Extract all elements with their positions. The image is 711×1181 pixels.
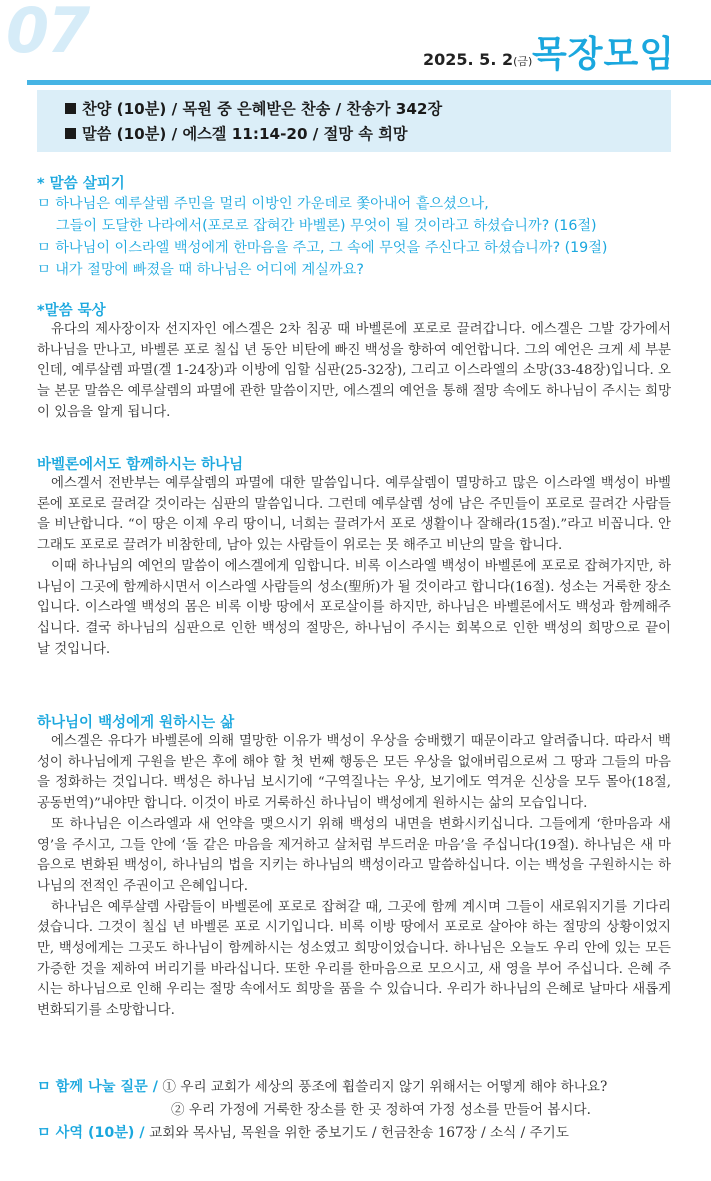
word-line — [65, 123, 408, 144]
praise-text: 찬양 (10분) / 목원 중 은혜받은 찬송 / 찬송가 342장 — [82, 100, 443, 118]
section2-paragraph-2: 또 하나님은 이스라엘과 새 언약을 맺으시기 위해 백성의 내면을 변화시키십니다. 그들에게 ‘한마음과 새 영’을 주시고, 그들 안에 ‘돌 같은 마음을 제거하고 살처럼 부드러운 마음’을 주십니다(19절). 하나님은 새 마음으로 변화된 백성이, 하나님의 법을 지키는 하나님의 백성이라고 말씀하십니다. 이는 백성을 구원하시는 하나님의 전적인 주권이고 은혜입니다. — [37, 816, 671, 894]
mission-line — [37, 1121, 569, 1142]
schedule-box — [37, 90, 671, 152]
page-title: 목장모임 — [532, 34, 676, 75]
share-label: ㅁ 함께 나눌 질문 / — [37, 1079, 158, 1095]
section2-heading: 하나님이 백성에게 원하시는 삶 — [37, 715, 235, 731]
question-3: ㅁ 내가 절망에 빠졌을 때 하나님은 어디에 계실까요? — [37, 262, 364, 278]
word-text: 말씀 (10분) / 에스겔 11:14-20 / 절망 속 희망 — [82, 125, 408, 143]
section1-body — [37, 474, 671, 660]
mission-label: ㅁ 사역 (10분) / — [37, 1125, 145, 1141]
meditation-heading: *말씀 묵상 — [37, 303, 106, 319]
question-1a: ㅁ 하나님은 예루살렘 주민을 멀리 이방인 가운데로 쫓아내어 흩으셨으나, — [37, 196, 489, 212]
look-heading: * 말씀 살피기 — [37, 176, 125, 192]
share-question-2: ② 우리 가정에 거룩한 장소를 한 곳 정하여 가정 성소를 만들어 봅시다. — [171, 1102, 591, 1118]
date-value: 2025. 5. 2 — [423, 50, 514, 69]
share-questions — [37, 1075, 607, 1096]
share-question-1: ① 우리 교회가 세상의 풍조에 휩쓸리지 않기 위해서는 어떻게 해야 하나요? — [162, 1079, 608, 1095]
header-divider — [27, 80, 711, 85]
square-bullet-icon — [65, 128, 76, 139]
meditation-paragraph: 유다의 제사장이자 선지자인 에스겔은 2차 침공 때 바벨론에 포로로 끌려갑니다. 에스겔은 그발 강가에서 하나님을 만나고, 바벨론 포로 칠십 년 동안 비탄에 빠진 백성을 향하여 예언합니다. 그의 예언은 크게 세 부분인데, 예루살렘 파멸(겔 1-24장)과 이방에 임할 심판(25-32장), 그리고 이스라엘의 소망(33-48장)입니다. 오늘 본문 말씀은 예루살렘의 파멸에 관한 말씀이지만, 에스겔의 예언을 통해 절망 속에도 하나님이 주시는 희망이 있음을 알게 됩니다. — [37, 322, 671, 420]
section1-paragraph-1: 에스겔서 전반부는 예루살렘의 파멸에 대한 말씀입니다. 예루살렘이 멸망하고 많은 이스라엘 백성이 바벨론에 포로로 끌려갈 것이라는 심판의 말씀입니다. 그런데 예루살렘 성에 남은 주민들이 포로로 끌려간 사람들을 비난합니다. “이 땅은 이제 우리 땅이니, 너희는 끌려가서 포로 생활이나 잘해라(15절).”라고 비꼽니다. 안 그래도 포로로 끌려가 비참한데, 남아 있는 사람들이 위로는 못 해주고 비난의 말을 합니다. — [37, 476, 671, 554]
square-bullet-icon — [65, 103, 76, 114]
section1-heading: 바벨론에서도 함께하시는 하나님 — [37, 457, 244, 473]
question-2: ㅁ 하나님이 이스라엘 백성에게 한마음을 주고, 그 속에 무엇을 주신다고 하셨습니까? (19절) — [37, 240, 608, 256]
share-question-2-line — [171, 1098, 591, 1118]
mission-text: 교회와 목사님, 목원을 위한 중보기도 / 헌금찬송 167장 / 소식 / 주기도 — [149, 1125, 569, 1141]
meditation-body — [37, 320, 671, 424]
section2-paragraph-1: 에스겔은 유다가 바벨론에 의해 멸망한 이유가 백성이 우상을 숭배했기 때문이라고 알려줍니다. 따라서 백성이 하나님에게 구원을 받은 후에 해야 할 첫 번째 행동은 모든 우상을 없애버림으로써 그 땅과 그들의 마음을 정화하는 것입니다. 백성은 하나님 보시기에 “구역질나는 우상, 보기에도 역겨운 신상을 모두 몰아(18절, 공동번역)”내야만 합니다. 이것이 바로 거룩하신 하나님이 백성에게 원하시는 삶의 모습입니다. — [37, 734, 671, 812]
section1-paragraph-2: 이때 하나님의 예언의 말씀이 에스겔에게 임합니다. 비록 이스라엘 백성이 바벨론에 포로로 잡혀가지만, 하나님이 그곳에 함께하시면서 이스라엘 사람들의 성소(聖所)가 될 것이라고 합니다(16절). 성소는 거룩한 장소입니다. 이스라엘 백성의 몸은 비록 이방 땅에서 포로살이를 하지만, 하나님은 바벨론에서도 백성과 함께해주십니다. 결국 하나님의 심판으로 인한 백성의 절망은, 하나님이 주시는 회복으로 인한 백성의 희망으로 끝이 날 것입니다. — [37, 558, 671, 657]
praise-line — [65, 98, 442, 119]
section2-body — [37, 732, 671, 1022]
page-number: 07 — [6, 0, 89, 67]
meeting-date — [423, 50, 532, 69]
question-1b: 그들이 도달한 나라에서(포로로 잡혀간 바벨론) 무엇이 될 것이라고 하셨습니까? (16절) — [56, 218, 597, 234]
section2-paragraph-3: 하나님은 예루살렘 사람들이 바벨론에 포로로 잡혀갈 때, 그곳에 함께 계시며 그들이 새로워지기를 기다리셨습니다. 그것이 칠십 년 바벨론 포로 시기입니다. 비록 이방 땅에서 포로로 살아야 하는 절망의 상황이었지만, 백성에게는 그곳도 하나님이 함께하시는 성소였고 희망이었습니다. 하나님은 오늘도 우리 안에 있는 모든 가증한 것을 제하여 버리기를 바라십니다. 또한 우리를 한마음으로 모으시고, 새 영을 부어 주십니다. 은혜 주시는 하나님으로 인해 우리는 절망 속에서도 희망을 품을 수 있습니다. 우리가 하나님의 은혜로 날마다 새롭게 변화되기를 소망합니다. — [37, 899, 671, 1019]
date-day: (금) — [513, 55, 533, 68]
